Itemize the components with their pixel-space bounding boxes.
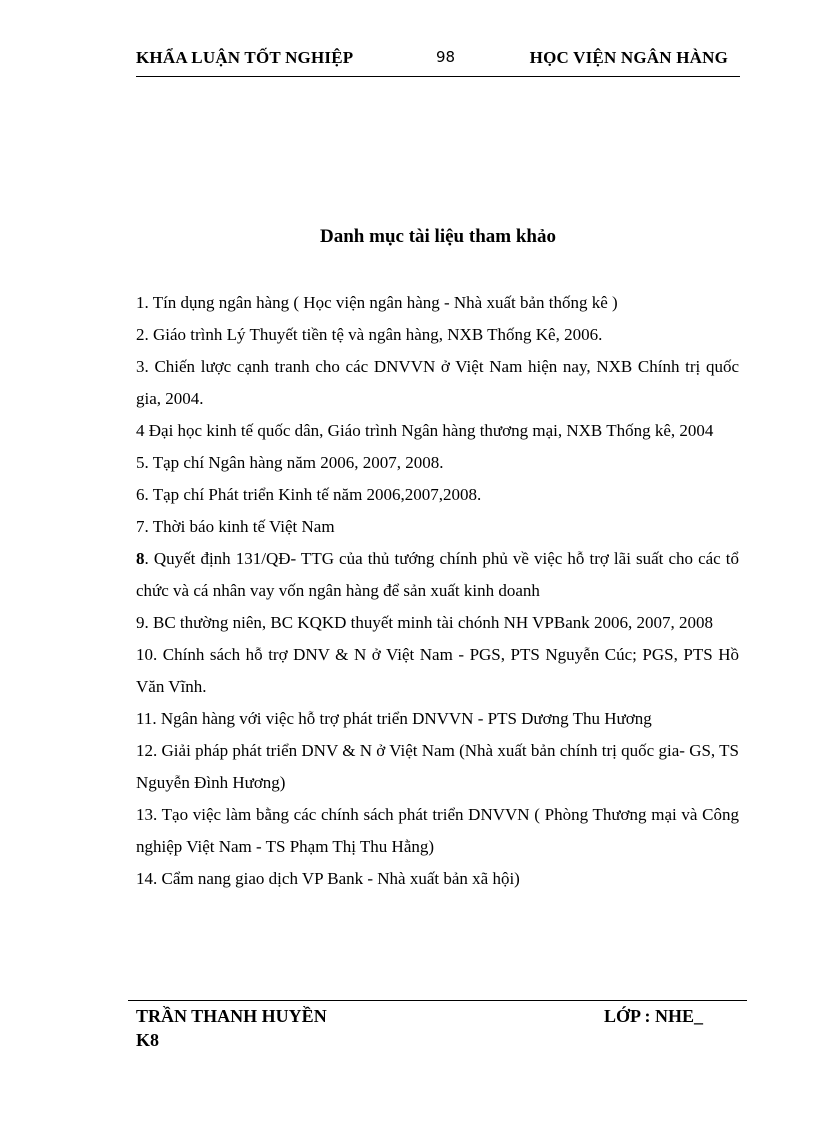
- reference-text: . Quyết định 131/QĐ- TTG của thủ tướng chính phủ về việc hỗ trợ lãi suất cho các tổ chức và cá nhân vay vốn ngân hàng để sản xuất kinh doanh: [136, 549, 739, 600]
- reference-item: [136, 287, 739, 319]
- reference-item: [136, 703, 739, 735]
- reference-text: Giải pháp phát triển DNV & N ở Việt Nam (Nhà xuất bản chính trị quốc gia- GS, TS Nguyễn Đình Hương): [136, 741, 739, 792]
- header-divider: [136, 76, 740, 77]
- reference-item: [136, 863, 739, 895]
- reference-item: [136, 319, 739, 351]
- reference-number: 7.: [136, 517, 149, 536]
- footer-divider: [128, 1000, 747, 1001]
- reference-text: Tín dụng ngân hàng ( Học viện ngân hàng - Nhà xuất bản thống kê ): [148, 293, 618, 312]
- reference-text: Tạo việc làm bằng các chính sách phát triển DNVVN ( Phòng Thương mại và Công nghiệp Việt Nam - TS Phạm Thị Thu Hằng): [136, 805, 739, 856]
- reference-number: 14.: [136, 869, 158, 888]
- header-thesis-label: KHẨA LUẬN TỐT NGHIỆP: [136, 48, 354, 67]
- page-header: [136, 46, 740, 72]
- reference-item: [136, 543, 739, 607]
- reference-number: 13.: [136, 805, 158, 824]
- footer-class-suffix: K8: [136, 1030, 160, 1050]
- reference-list: [136, 287, 739, 895]
- page-number: 98: [436, 48, 456, 66]
- reference-item: [136, 639, 739, 703]
- reference-text: Tạp chí Ngân hàng năm 2006, 2007, 2008.: [148, 453, 444, 472]
- reference-number: 4: [136, 421, 145, 440]
- reference-text: Thời báo kinh tế Việt Nam: [148, 517, 335, 536]
- reference-text: Ngân hàng với việc hỗ trợ phát triển DNVVN - PTS Dương Thu Hương: [156, 709, 652, 728]
- reference-item: [136, 735, 739, 799]
- reference-text: BC thường niên, BC KQKD thuyết minh tài chónh NH VPBank 2006, 2007, 2008: [148, 613, 713, 632]
- reference-number: 6.: [136, 485, 149, 504]
- reference-number: 9.: [136, 613, 149, 632]
- reference-number: 8: [136, 549, 145, 568]
- reference-number: 3.: [136, 357, 149, 376]
- reference-text: Chính sách hỗ trợ DNV & N ở Việt Nam - PGS, PTS Nguyễn Cúc; PGS, PTS Hồ Văn Vĩnh.: [136, 645, 739, 696]
- reference-text: Chiến lược cạnh tranh cho các DNVVN ở Việt Nam hiện nay, NXB Chính trị quốc gia, 2004.: [136, 357, 739, 408]
- reference-item: [136, 511, 739, 543]
- reference-text: Cẩm nang giao dịch VP Bank - Nhà xuất bản xã hội): [157, 869, 520, 888]
- reference-text: Đại học kinh tế quốc dân, Giáo trình Ngân hàng thương mại, NXB Thống kê, 2004: [144, 421, 714, 440]
- reference-text: Tạp chí Phát triển Kinh tế năm 2006,2007,2008.: [148, 485, 482, 504]
- reference-number: 10.: [136, 645, 158, 664]
- reference-item: [136, 607, 739, 639]
- reference-item: [136, 415, 739, 447]
- reference-number: 5.: [136, 453, 149, 472]
- reference-item: [136, 479, 739, 511]
- reference-number: 1.: [136, 293, 149, 312]
- reference-number: 2.: [136, 325, 149, 344]
- reference-number: 12.: [136, 741, 158, 760]
- reference-number: 11.: [136, 709, 157, 728]
- footer-author: TRẦN THANH HUYỀN: [136, 1006, 327, 1026]
- footer-class: LỚP : NHE_: [604, 1006, 704, 1026]
- reference-item: [136, 447, 739, 479]
- reference-text: Giáo trình Lý Thuyết tiền tệ và ngân hàng, NXB Thống Kê, 2006.: [148, 325, 603, 344]
- reference-item: [136, 799, 739, 863]
- reference-item: [136, 351, 739, 415]
- header-institution: HỌC VIỆN NGÂN HÀNG: [529, 48, 728, 67]
- page-title: Danh mục tài liệu tham khảo: [320, 226, 556, 247]
